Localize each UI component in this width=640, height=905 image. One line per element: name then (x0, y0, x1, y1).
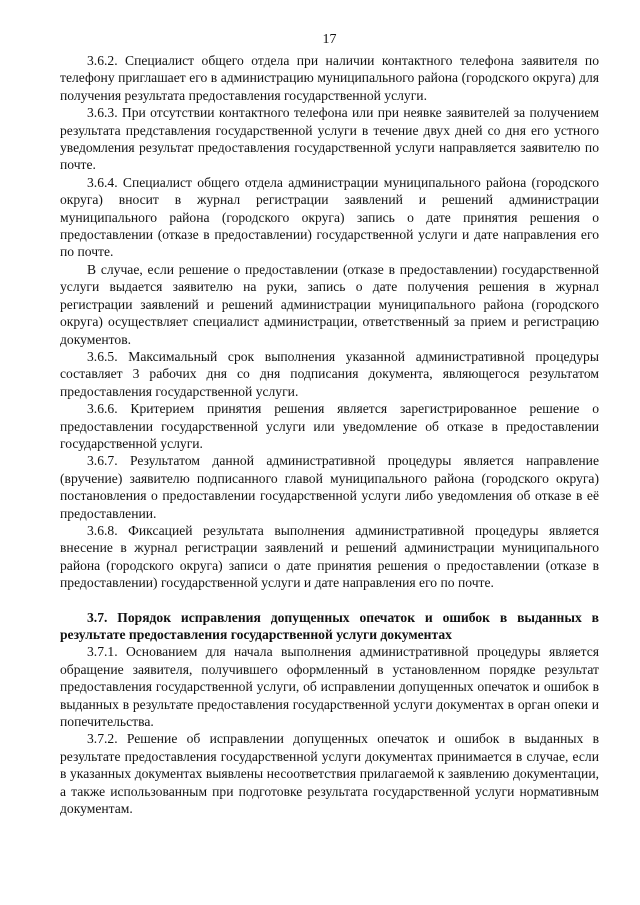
section-title-3-7: 3.7. Порядок исправления допущенных опечаток и ошибок в выданных в результате предоставления государственной услуги документах (60, 609, 599, 642)
paragraph-3-6-5: 3.6.5. Максимальный срок выполнения указанной административной процедуры составляет 3 рабочих дня со дня подписания документа, являющегося результатом предоставления государственной услуги. (60, 348, 599, 399)
page-number: 17 (322, 32, 337, 47)
paragraph-3-7-2: 3.7.2. Решение об исправлении допущенных опечаток и ошибок в выданных в результате предоставления государственной услуги документах принимается в случае, если в указанных документах выявлены несоответствия прилагаемой к заявлению документации, а также использованным при подготовке результата государственной услуги нормативным документам. (60, 731, 599, 817)
paragraph-3-7-1: 3.7.1. Основанием для начала выполнения административной процедуры является обращение заявителя, получившего оформленный в установленном порядке результат предоставления государственной услуги, об исправлении допущенных опечаток и ошибок в выданных в результате предоставления государственной услуги документах в орган опеки и попечительства. (60, 644, 599, 730)
paragraph-hand-delivery: В случае, если решение о предоставлении (отказе в предоставлении) государственной услуги выдается заявителю на руки, запись о дате получения решения в журнал регистрации заявлений и решений администрации муниципального района (городского округа) осуществляет специалист администрации, ответственный за прием и регистрацию документов. (60, 261, 599, 347)
paragraph-3-6-6: 3.6.6. Критерием принятия решения является зарегистрированное решение о предоставлении государственной услуги или уведомление об отказе в предоставлении государственной услуги. (60, 401, 599, 451)
paragraph-3-6-8: 3.6.8. Фиксацией результата выполнения административной процедуры является внесение в журнал регистрации заявлений и решений администрации муниципального района (городского округа) записи о дате принятия решения о предоставлении (отказе в предоставлении) государственной услуги и дате направления его по почте. (60, 522, 599, 591)
paragraph-3-6-4: 3.6.4. Специалист общего отдела администрации муниципального района (городского округа) вносит в журнал регистрации заявлений и решений администрации муниципального района (городского округа) запись о дате принятия решения о предоставлении (отказе в предоставлении) государственной услуги и дате направления его по почте. (60, 174, 599, 260)
paragraph-3-6-3: 3.6.3. При отсутствии контактного телефона или при неявке заявителей за получением результата представления государственной услуги в течение двух дней со дня его устного уведомления результат предоставления государственной услуги направляется заявителю по почте. (60, 105, 599, 173)
paragraph-3-6-2: 3.6.2. Специалист общего отдела при наличии контактного телефона заявителя по телефону приглашает его в администрацию муниципального района (городского округа) для получения результата предоставления государственной услуги. (60, 53, 599, 103)
paragraph-3-6-7: 3.6.7. Результатом данной административной процедуры является направление (вручение) заявителю подписанного главой муниципального района (городского округа) постановления о предоставлении государственной услуги либо уведомления об отказе в её предоставлении. (60, 453, 599, 521)
